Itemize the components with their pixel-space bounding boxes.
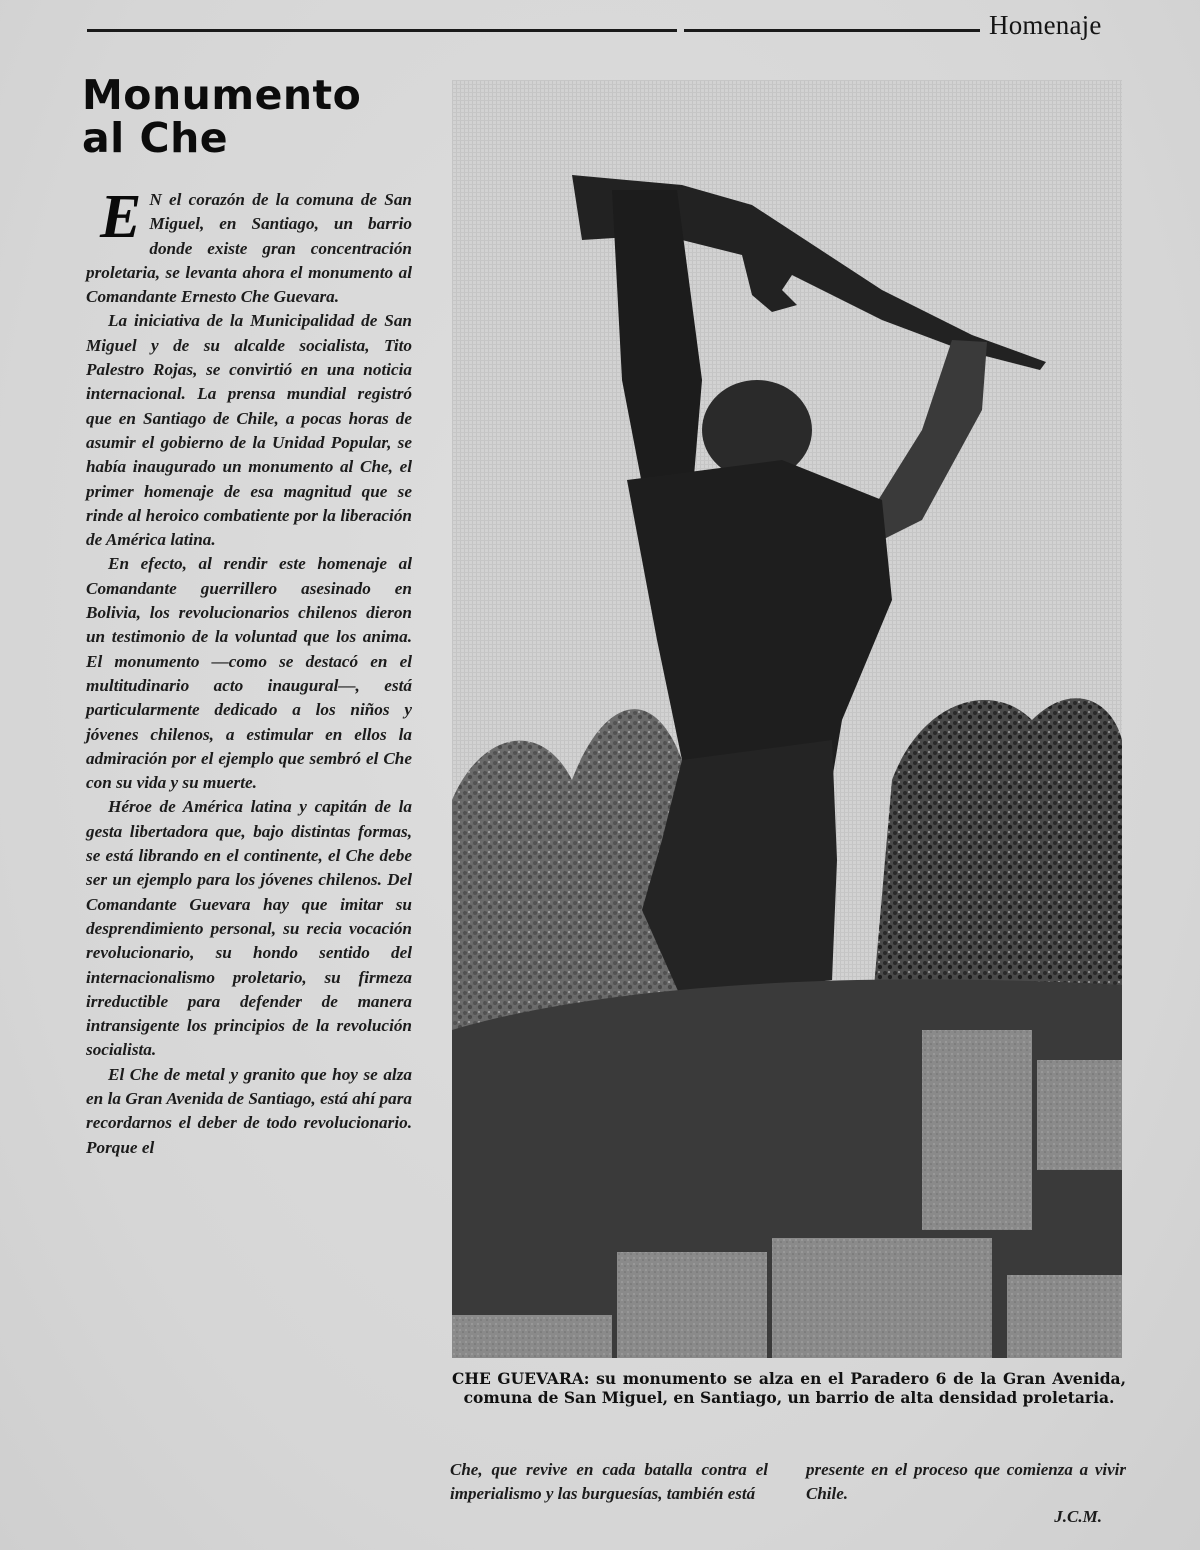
- title-line-2: al Che: [82, 114, 229, 162]
- paragraph-3: En efecto, al rendir este homenaje al Comandante guerrillero asesinado en Bolivia, los revolucionarios chilenos dieron un testimonio de la voluntad que los anima. El monumento —como se destacó en el multitudinario acto inaugural—, está particularmente dedicado a los niños y jóvenes chilenos, a estimular en ellos la admiración por el ejemplo que sembró el Che con su vida y su muerte.: [86, 554, 412, 793]
- article-continuation-right: [806, 1458, 1126, 1529]
- header-rule-left: [87, 29, 677, 32]
- author-signature: J.C.M.: [1054, 1507, 1102, 1526]
- article-column-left: [86, 183, 412, 1160]
- paragraph-5: El Che de metal y granito que hoy se alza en la Gran Avenida de Santiago, está ahí para recordarnos el deber de todo revolucionario. Porque el: [86, 1064, 412, 1157]
- continuation-middle-text: Che, que revive en cada batalla contra el imperialismo y las burguesías, también está: [450, 1460, 768, 1503]
- article-title: [82, 71, 422, 162]
- photo-caption: CHE GUEVARA: su monumento se alza en el Paradero 6 de la Gran Avenida, comuna de San Miguel, en Santiago, un barrio de alta densidad proletaria.: [452, 1369, 1126, 1407]
- paragraph-1: [86, 183, 412, 309]
- title-line-1: Monumento: [82, 71, 362, 119]
- paragraph-2: La iniciativa de la Municipalidad de San Miguel y de su alcalde socialista, Tito Palestro Rojas, se convirtió en una noticia internacional. La prensa mundial registró que en Santiago de Chile, a pocas horas de asumir el gobierno de la Unidad Popular, se había inaugurado un monumento al Che, el primer homenaje de esa magnitud que se rinde al heroico combatiente por la liberación de América latina.: [86, 311, 412, 550]
- monument-photo: [452, 80, 1122, 1358]
- header-rule-right: [684, 29, 980, 32]
- drop-cap: E: [100, 183, 142, 251]
- continuation-right-text: presente en el proceso que comienza a vivir Chile.: [806, 1460, 1126, 1503]
- article-continuation-middle: [450, 1458, 768, 1505]
- paragraph-4: Héroe de América latina y capitán de la gesta libertadora que, bajo distintas formas, se está librando en el continente, el Che debe ser un ejemplo para los jóvenes chilenos. Del Comandante Guevara hay que imitar su desprendimiento personal, su recia vocación revolucionario, su hondo sentido del internacionalismo proletario, su firmeza irreductible para defender de manera intransigente los principios de la revolución socialista.: [86, 797, 412, 1060]
- section-label: Homenaje: [989, 10, 1102, 40]
- paragraph-1-text: N el corazón de la comuna de San Miguel, en Santiago, un barrio donde existe gran concentración proletaria, se levanta ahora el monumento al Comandante Ernesto Che Guevara.: [86, 190, 412, 307]
